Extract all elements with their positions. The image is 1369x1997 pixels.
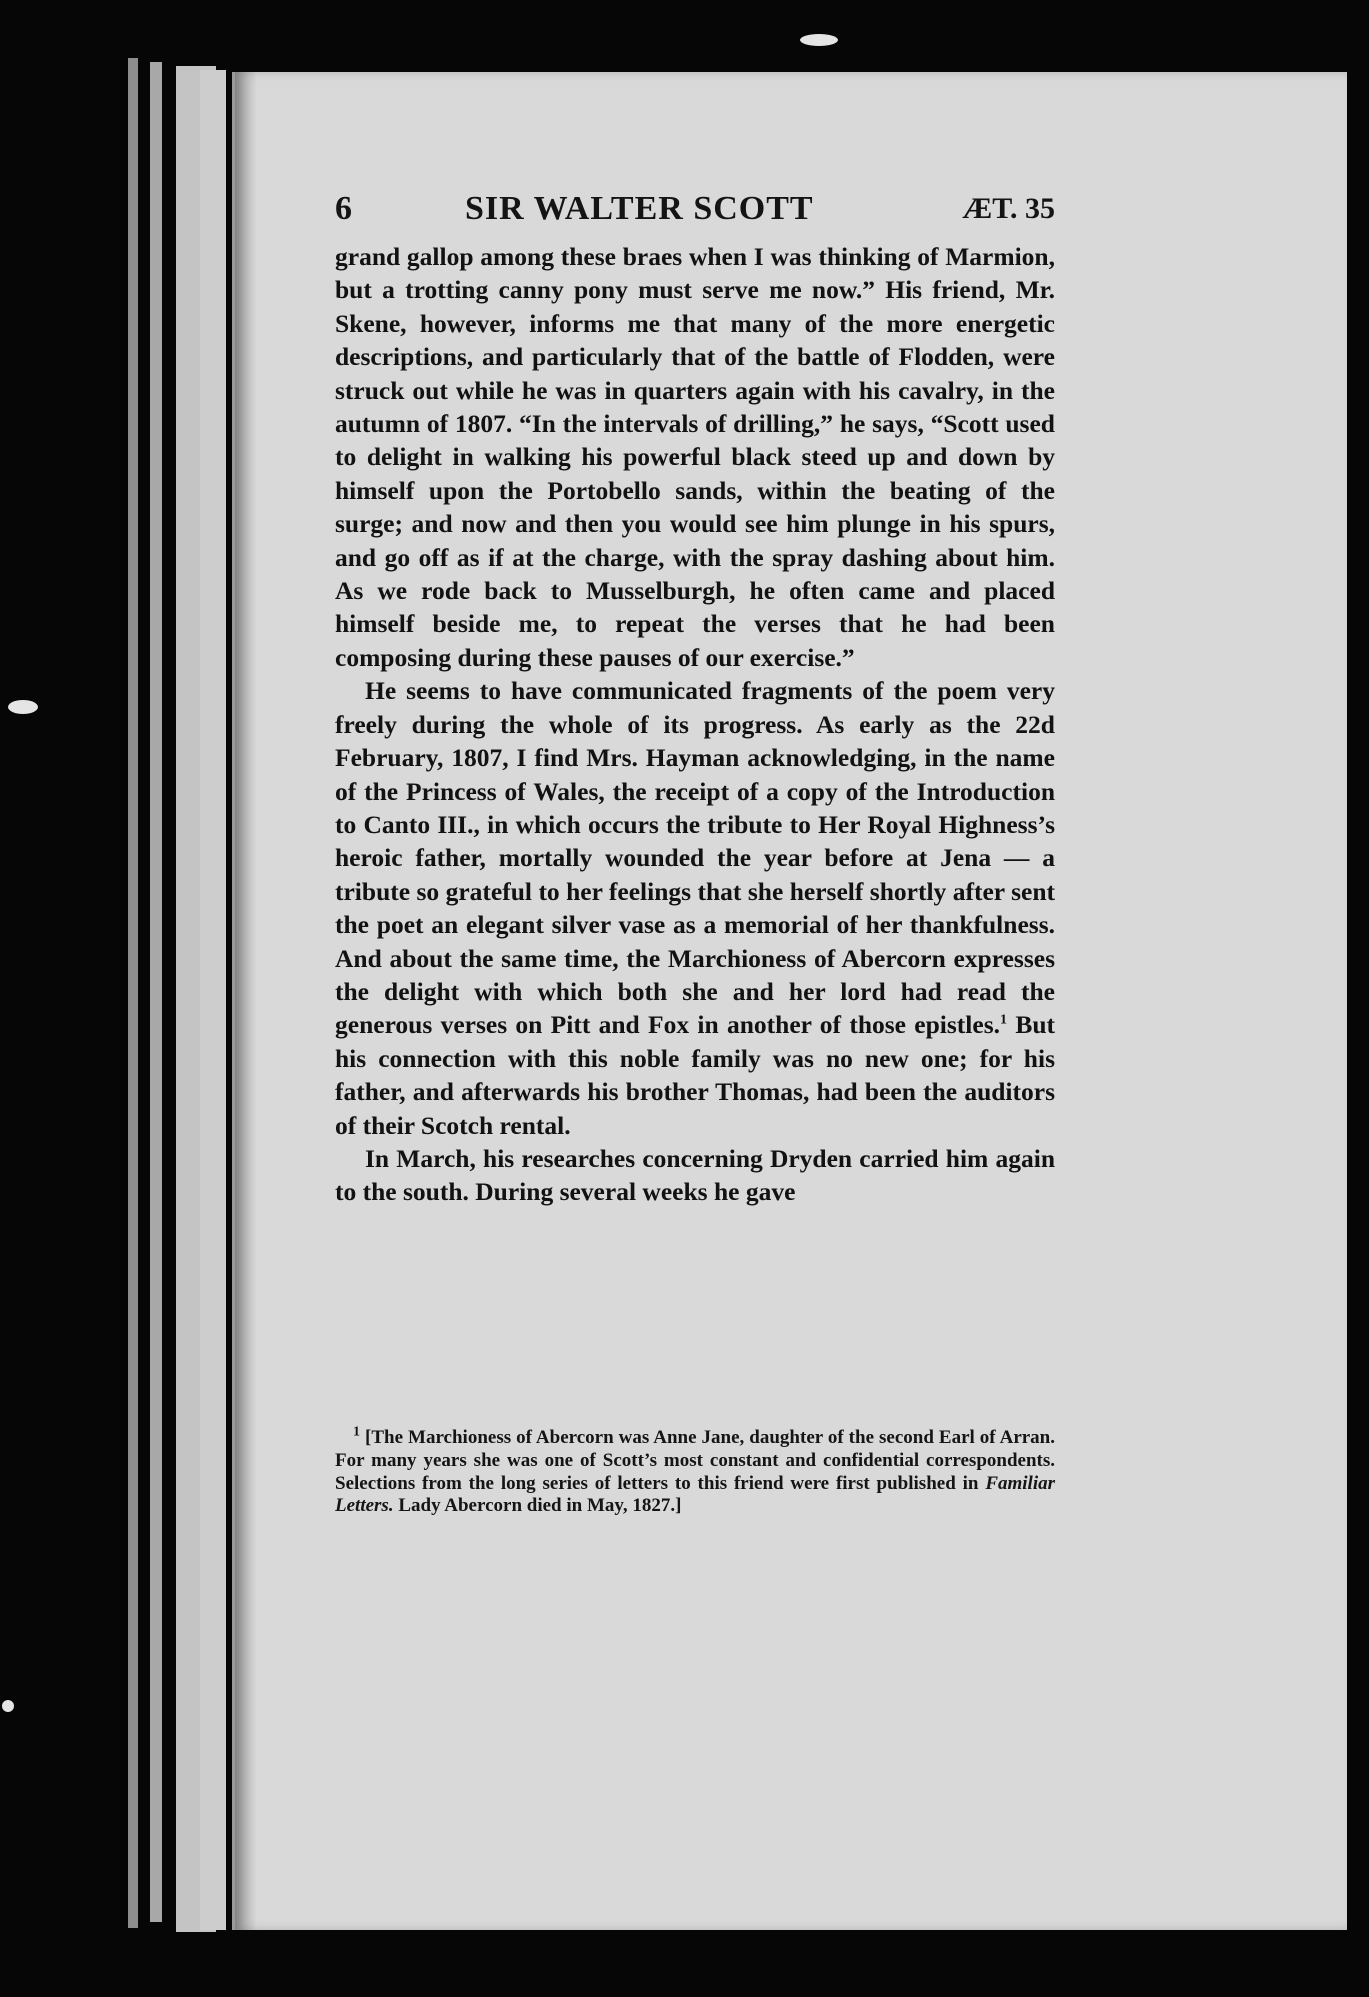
paragraph-fragments xyxy=(335,674,1055,1142)
paragraph-fragments-text: He seems to have communicated fragments of the poem very freely during the whole of its progress. As early as the 22d February, 1807, I find Mrs. Hayman acknowledging, in the name of the Princess of Wales, the receipt of a copy of the Introduction to Canto III., in which occurs the tribute to Her Royal Highness’s heroic father, mortally wounded the year before at Jena — a tribute so grateful to her feelings that she herself shortly after sent the poet an elegant silver vase as a memorial of her thankfulness. And about the same time, the Marchioness of Abercorn expresses the delight with which both she and her lord had read the generous verses on Pitt and Fox in another of those epistles. xyxy=(335,676,1055,1040)
footnote-marker: 1 xyxy=(353,1424,360,1440)
paragraph-march: In March, his researches concerning Dryden carried him again to the south. During several weeks he gave xyxy=(335,1143,1055,1207)
scan-speck xyxy=(800,34,838,46)
spine-shadow xyxy=(235,72,257,1930)
binding-edge-outer xyxy=(128,58,138,1928)
running-head xyxy=(335,190,1055,238)
page-stack-edge-2 xyxy=(200,70,226,1930)
running-age: ÆT. 35 xyxy=(962,192,1055,225)
paragraph-continuation: grand gallop among these braes when I was thinking of Marmion, but a trotting canny pony must serve me now.” His friend, Mr. Skene, however, informs me that many of the more energetic descriptions, and particularly that of the battle of Flodden, were struck out while he was in quarters again with his cavalry, in the autumn of 1807. “In the intervals of drilling,” he says, “Scott used to delight in walking his powerful black steed up and down by himself upon the Portobello sands, within the beating of the surge; and now and then you would see him plunge in his spurs, and go off as if at the charge, with the spray dashing about him. As we rode back to Musselburgh, he often came and placed himself beside me, to repeat the verses that he had been composing during these pauses of our exercise.” xyxy=(335,242,1055,672)
scan-speck xyxy=(2,1700,14,1712)
paragraph-fragments-tail: But his connection with this noble family was no new one; for his father, and afterwards his brother Thomas, had been the auditors of their Scotch rental. xyxy=(335,1010,1056,1140)
page-number: 6 xyxy=(335,190,352,227)
footnote-text-end: Lady Abercorn died in May, 1827.] xyxy=(393,1495,682,1517)
body-text xyxy=(335,240,1055,1209)
scan-speck xyxy=(8,700,38,714)
footnote-text: [The Marchioness of Abercorn was Anne Jane, daughter of the second Earl of Arran. For many years she was one of Scott’s most constant and confidential correspondents. Selections from the long series of letters to this friend were first published in xyxy=(335,1427,1056,1494)
binding-edge-inner xyxy=(150,62,162,1922)
footnote xyxy=(335,1424,1056,1518)
running-title: SIR WALTER SCOTT xyxy=(465,190,814,227)
footnote-book-title: Familiar Letters. xyxy=(335,1472,1055,1517)
footnote-reference: 1 xyxy=(1000,1012,1008,1028)
